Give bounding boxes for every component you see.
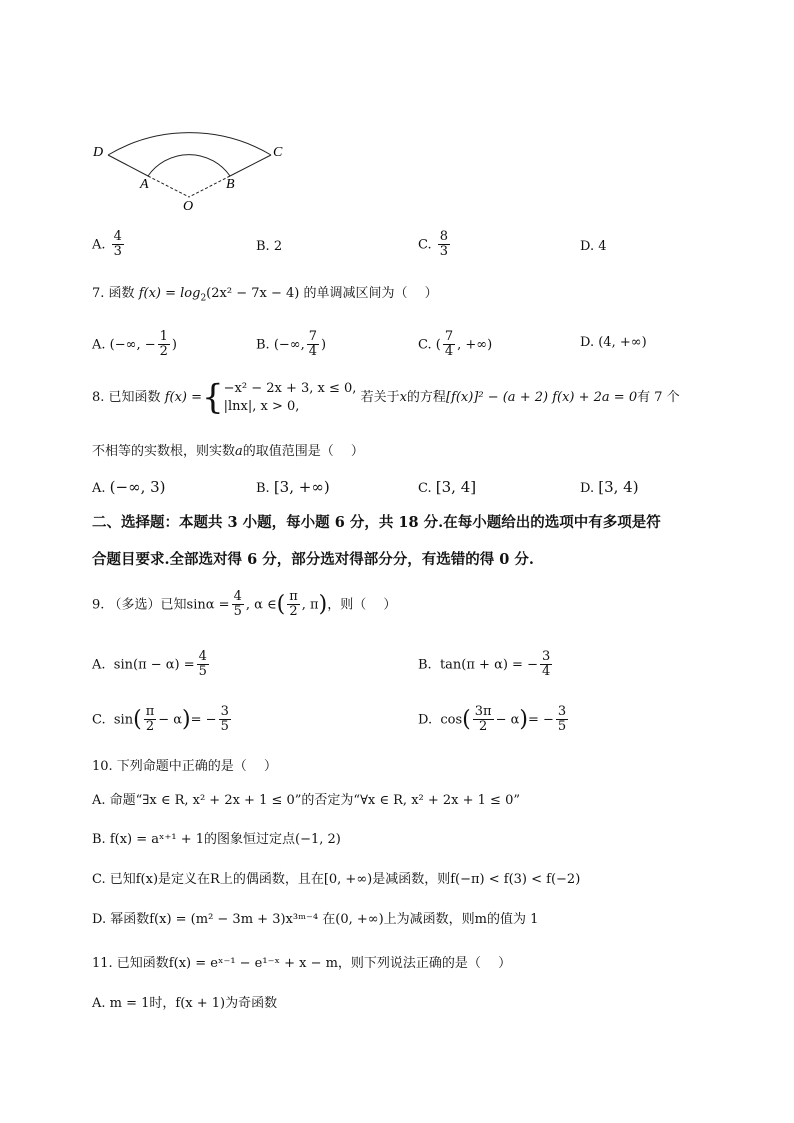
- q8-option-c[interactable]: C. [3, 4]: [418, 478, 477, 496]
- q6-option-c[interactable]: C. $\frac{8}{3}$: [418, 229, 449, 260]
- fraction: $\frac{8}{3}$: [439, 229, 449, 260]
- q6-option-d[interactable]: D. 4: [580, 239, 607, 254]
- section2-heading-line2: 合题目要求.全部选对得 6 分，部分选对得部分分，有选错的得 0 分.: [92, 551, 534, 568]
- q8-stem: 8. 已知函数 f(x) ={−x² − 2x + 3, x ≤ 0, |lnx|, x > 0, 若关于x的方程[f(x)]² − (a + 2) f(x) + 2a = 0有 7 个: [92, 377, 680, 418]
- q10-option-a[interactable]: A. 命题“∃x ∈ R, x² + 2x + 1 ≤ 0”的否定为“∀x ∈ R, x² + 2x + 1 ≤ 0”: [92, 793, 520, 808]
- q7-option-c[interactable]: C. ( $\frac{7}{4}$ , +∞): [418, 329, 493, 360]
- q10-option-b[interactable]: B. f(x) = aˣ⁺¹ + 1的图象恒过定点(−1, 2): [92, 832, 341, 847]
- q10-stem: 10. 下列命题中正确的是（ ）: [92, 759, 277, 774]
- q8-option-d[interactable]: D. [3, 4): [580, 478, 639, 496]
- q7-option-a[interactable]: A. (−∞, − $\frac{1}{2}$ ): [92, 329, 177, 360]
- q6-option-a[interactable]: [92, 230, 126, 260]
- segment-BO: [189, 176, 230, 197]
- q7-option-d[interactable]: D. (4, +∞): [580, 335, 647, 350]
- q9-option-b[interactable]: B. tan(π + α) = − $\frac{3}{4}$: [418, 649, 551, 680]
- segment-AO: [148, 176, 189, 197]
- outer-arc: [108, 133, 271, 155]
- label-O: O: [183, 199, 194, 214]
- q6-option-b[interactable]: B. 2: [256, 239, 283, 254]
- segment-CB: [230, 155, 271, 176]
- section2-heading-line1: 二、选择题：本题共 3 小题，每小题 6 分，共 18 分.在每小题给出的选项中有多项是符: [92, 514, 661, 531]
- q8-option-b[interactable]: B. [3, +∞): [256, 478, 330, 496]
- segment-DA: [108, 155, 148, 176]
- label-D: D: [93, 145, 104, 160]
- label-A: A: [140, 177, 149, 192]
- q11-option-a[interactable]: A. m = 1时，f(x + 1)为奇函数: [92, 996, 278, 1011]
- q9-option-d[interactable]: D. cos( $\frac{3\pi}{2}$ − α)= − $\frac{3}{5}$: [418, 704, 567, 735]
- option-prefix: A.: [92, 237, 106, 253]
- q11-stem: 11. 已知函数f(x) = eˣ⁻¹ − e¹⁻ˣ + x − m，则下列说法正确的是（ ）: [92, 956, 512, 971]
- label-C: C: [273, 145, 283, 160]
- inner-arc: [148, 155, 230, 176]
- q8-stem-line2: 不相等的实数根，则实数a的取值范围是（ ）: [92, 444, 364, 459]
- q8-option-a[interactable]: A. (−∞, 3): [92, 478, 166, 496]
- q7-option-b[interactable]: B. (−∞, $\frac{7}{4}$ ): [256, 329, 327, 360]
- sector-figure: [0, 0, 794, 220]
- q9-option-a[interactable]: A. sin(π − α) = $\frac{4}{5}$: [92, 649, 207, 680]
- q9-option-c[interactable]: C. sin( $\frac{\pi}{2}$ − α)= − $\frac{3}{5}$: [92, 704, 229, 735]
- q10-option-d[interactable]: D. 幂函数f(x) = (m² − 3m + 3)x³ᵐ⁻⁴ 在(0, +∞)上为减函数，则m的值为 1: [92, 912, 539, 927]
- fraction: $\frac{4}{3}$: [113, 229, 122, 260]
- q9-stem: 9. （多选）已知sinα = $\frac{4}{5}$ , α ∈( $\frac{\pi}{2}$ , π)，则（ ）: [92, 589, 397, 620]
- q10-option-c[interactable]: C. 已知f(x)是定义在R上的偶函数，且在[0, +∞)是减函数，则f(−π) < f(3) < f(−2): [92, 872, 581, 887]
- label-B: B: [226, 177, 235, 192]
- q7-stem: 7. 函数 $f(x) = \log_2(2x^2 - 7x - 4)$ 的单调减区间为（ ）: [92, 286, 438, 304]
